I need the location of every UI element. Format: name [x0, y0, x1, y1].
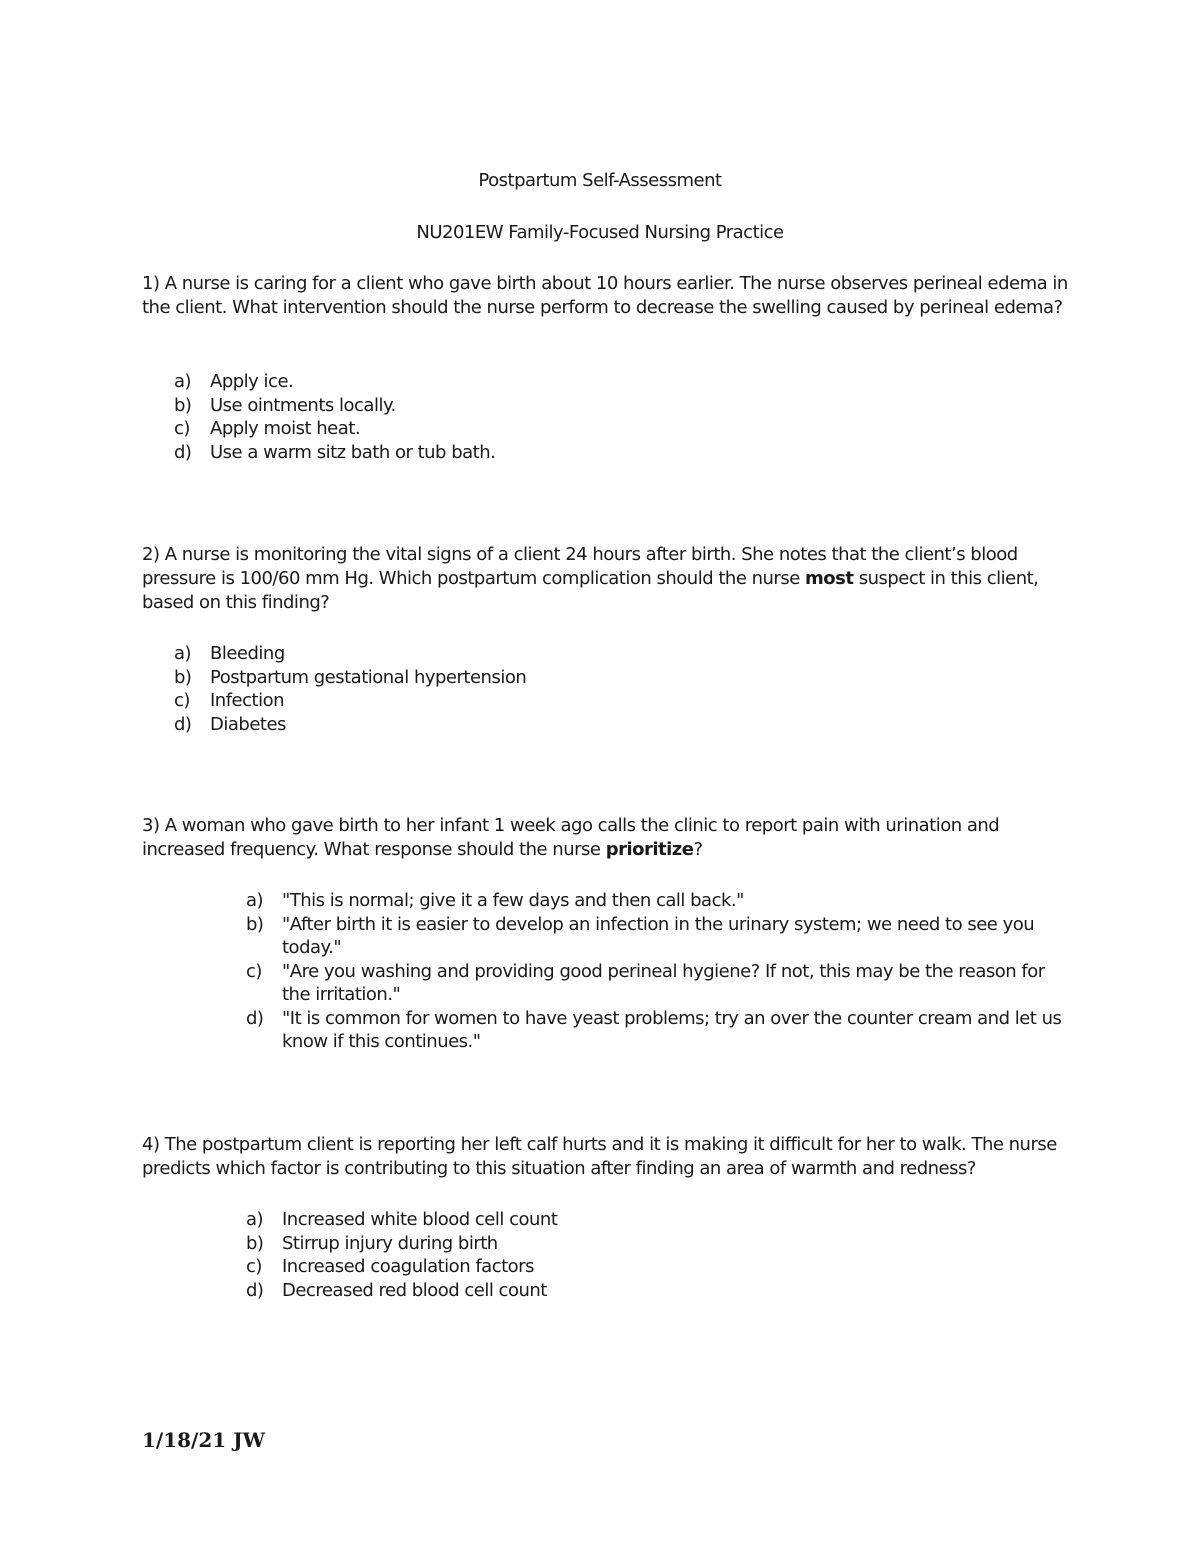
- option-text: Bleeding: [210, 643, 285, 664]
- option-text: Stirrup injury during birth: [282, 1232, 498, 1254]
- option-text: "This is normal; give it a few days and then call back.": [282, 890, 744, 911]
- option-letter: c): [246, 960, 262, 982]
- option-letter: a): [246, 1209, 264, 1230]
- option-text: Increased coagulation factors: [282, 1256, 534, 1277]
- question-3-stem: [142, 814, 1072, 862]
- question-2-options: [174, 642, 1074, 736]
- option-letter: d): [246, 1279, 264, 1301]
- question-1-stem: 1) A nurse is caring for a client who gave birth about 10 hours earlier. The nurse observes perineal edema in the client. What intervention should the nurse perform to decrease the swelling caused by perineal edema?: [142, 273, 1068, 318]
- option-letter: c): [174, 418, 190, 439]
- question-1-option-b: [174, 394, 1074, 418]
- option-letter: c): [174, 690, 190, 711]
- question-4-option-b: [246, 1232, 1066, 1256]
- option-letter: c): [246, 1256, 262, 1277]
- document-subtitle: NU201EW Family-Focused Nursing Practice: [416, 222, 784, 243]
- stem-text: 2) A nurse is monitoring the vital signs of a client 24 hours after birth. She notes that the client’s blood pressure is 100/60 mm Hg. Which postpartum complication should the nurse: [142, 544, 1018, 589]
- option-letter: d): [246, 1007, 264, 1029]
- question-2-stem: [142, 543, 1072, 615]
- stem-text: ?: [693, 839, 703, 860]
- option-letter: a): [174, 643, 192, 664]
- option-text: "After birth it is easier to develop an infection in the urinary system; we need to see you today.": [282, 913, 1035, 958]
- option-text: Decreased red blood cell count: [282, 1279, 547, 1301]
- question-2-option-d: [174, 713, 1074, 737]
- option-text: Apply moist heat.: [210, 418, 361, 439]
- question-1-options: [174, 370, 1074, 464]
- option-text: Apply ice.: [210, 371, 294, 392]
- option-text: Increased white blood cell count: [282, 1209, 558, 1230]
- question-4-option-a: [246, 1208, 1066, 1232]
- question-3-option-b: [246, 913, 1066, 960]
- document-title: Postpartum Self-Assessment: [478, 170, 722, 191]
- option-letter: d): [174, 713, 192, 735]
- question-1-option-c: [174, 417, 1074, 441]
- option-text: Use a warm sitz bath or tub bath.: [210, 441, 496, 463]
- question-3-option-d: [246, 1007, 1066, 1054]
- option-text: Infection: [210, 690, 285, 711]
- question-3-option-c: [246, 960, 1066, 1007]
- question-3-option-a: [246, 889, 1066, 913]
- footer-date-initials: 1/18/21 JW: [142, 1428, 266, 1452]
- option-letter: b): [174, 394, 192, 416]
- option-text: Postpartum gestational hypertension: [210, 666, 527, 688]
- option-letter: a): [246, 890, 264, 911]
- question-4-option-c: [246, 1255, 1066, 1279]
- question-1-option-d: [174, 441, 1074, 465]
- option-text: Use ointments locally.: [210, 394, 396, 416]
- question-2-option-a: [174, 642, 1074, 666]
- option-letter: a): [174, 371, 192, 392]
- option-letter: d): [174, 441, 192, 463]
- option-text: "It is common for women to have yeast problems; try an over the counter cream and let us know if this continues.": [282, 1007, 1062, 1052]
- option-text: "Are you washing and providing good perineal hygiene? If not, this may be the reason for the irritation.": [282, 960, 1045, 1005]
- question-2-option-c: [174, 689, 1074, 713]
- question-3-options: [246, 889, 1066, 1054]
- stem-text: suspect in this client, based on this finding?: [142, 568, 1039, 613]
- option-letter: b): [246, 1232, 264, 1254]
- option-letter: b): [174, 666, 192, 688]
- question-4-options: [246, 1208, 1066, 1302]
- option-letter: b): [246, 913, 264, 935]
- emphasis-word: most: [805, 568, 854, 589]
- question-1-option-a: [174, 370, 1074, 394]
- question-2-option-b: [174, 666, 1074, 690]
- question-4-stem: 4) The postpartum client is reporting her left calf hurts and it is making it difficult for her to walk. The nurse predicts which factor is contributing to this situation after finding an area of warmth and redness?: [142, 1134, 1057, 1179]
- option-text: Diabetes: [210, 713, 286, 735]
- emphasis-word: prioritize: [605, 839, 694, 860]
- question-4-option-d: [246, 1279, 1066, 1303]
- stem-text: 3) A woman who gave birth to her infant 1 week ago calls the clinic to report pain with urination and increased frequency. What response should the nurse: [142, 815, 1000, 860]
